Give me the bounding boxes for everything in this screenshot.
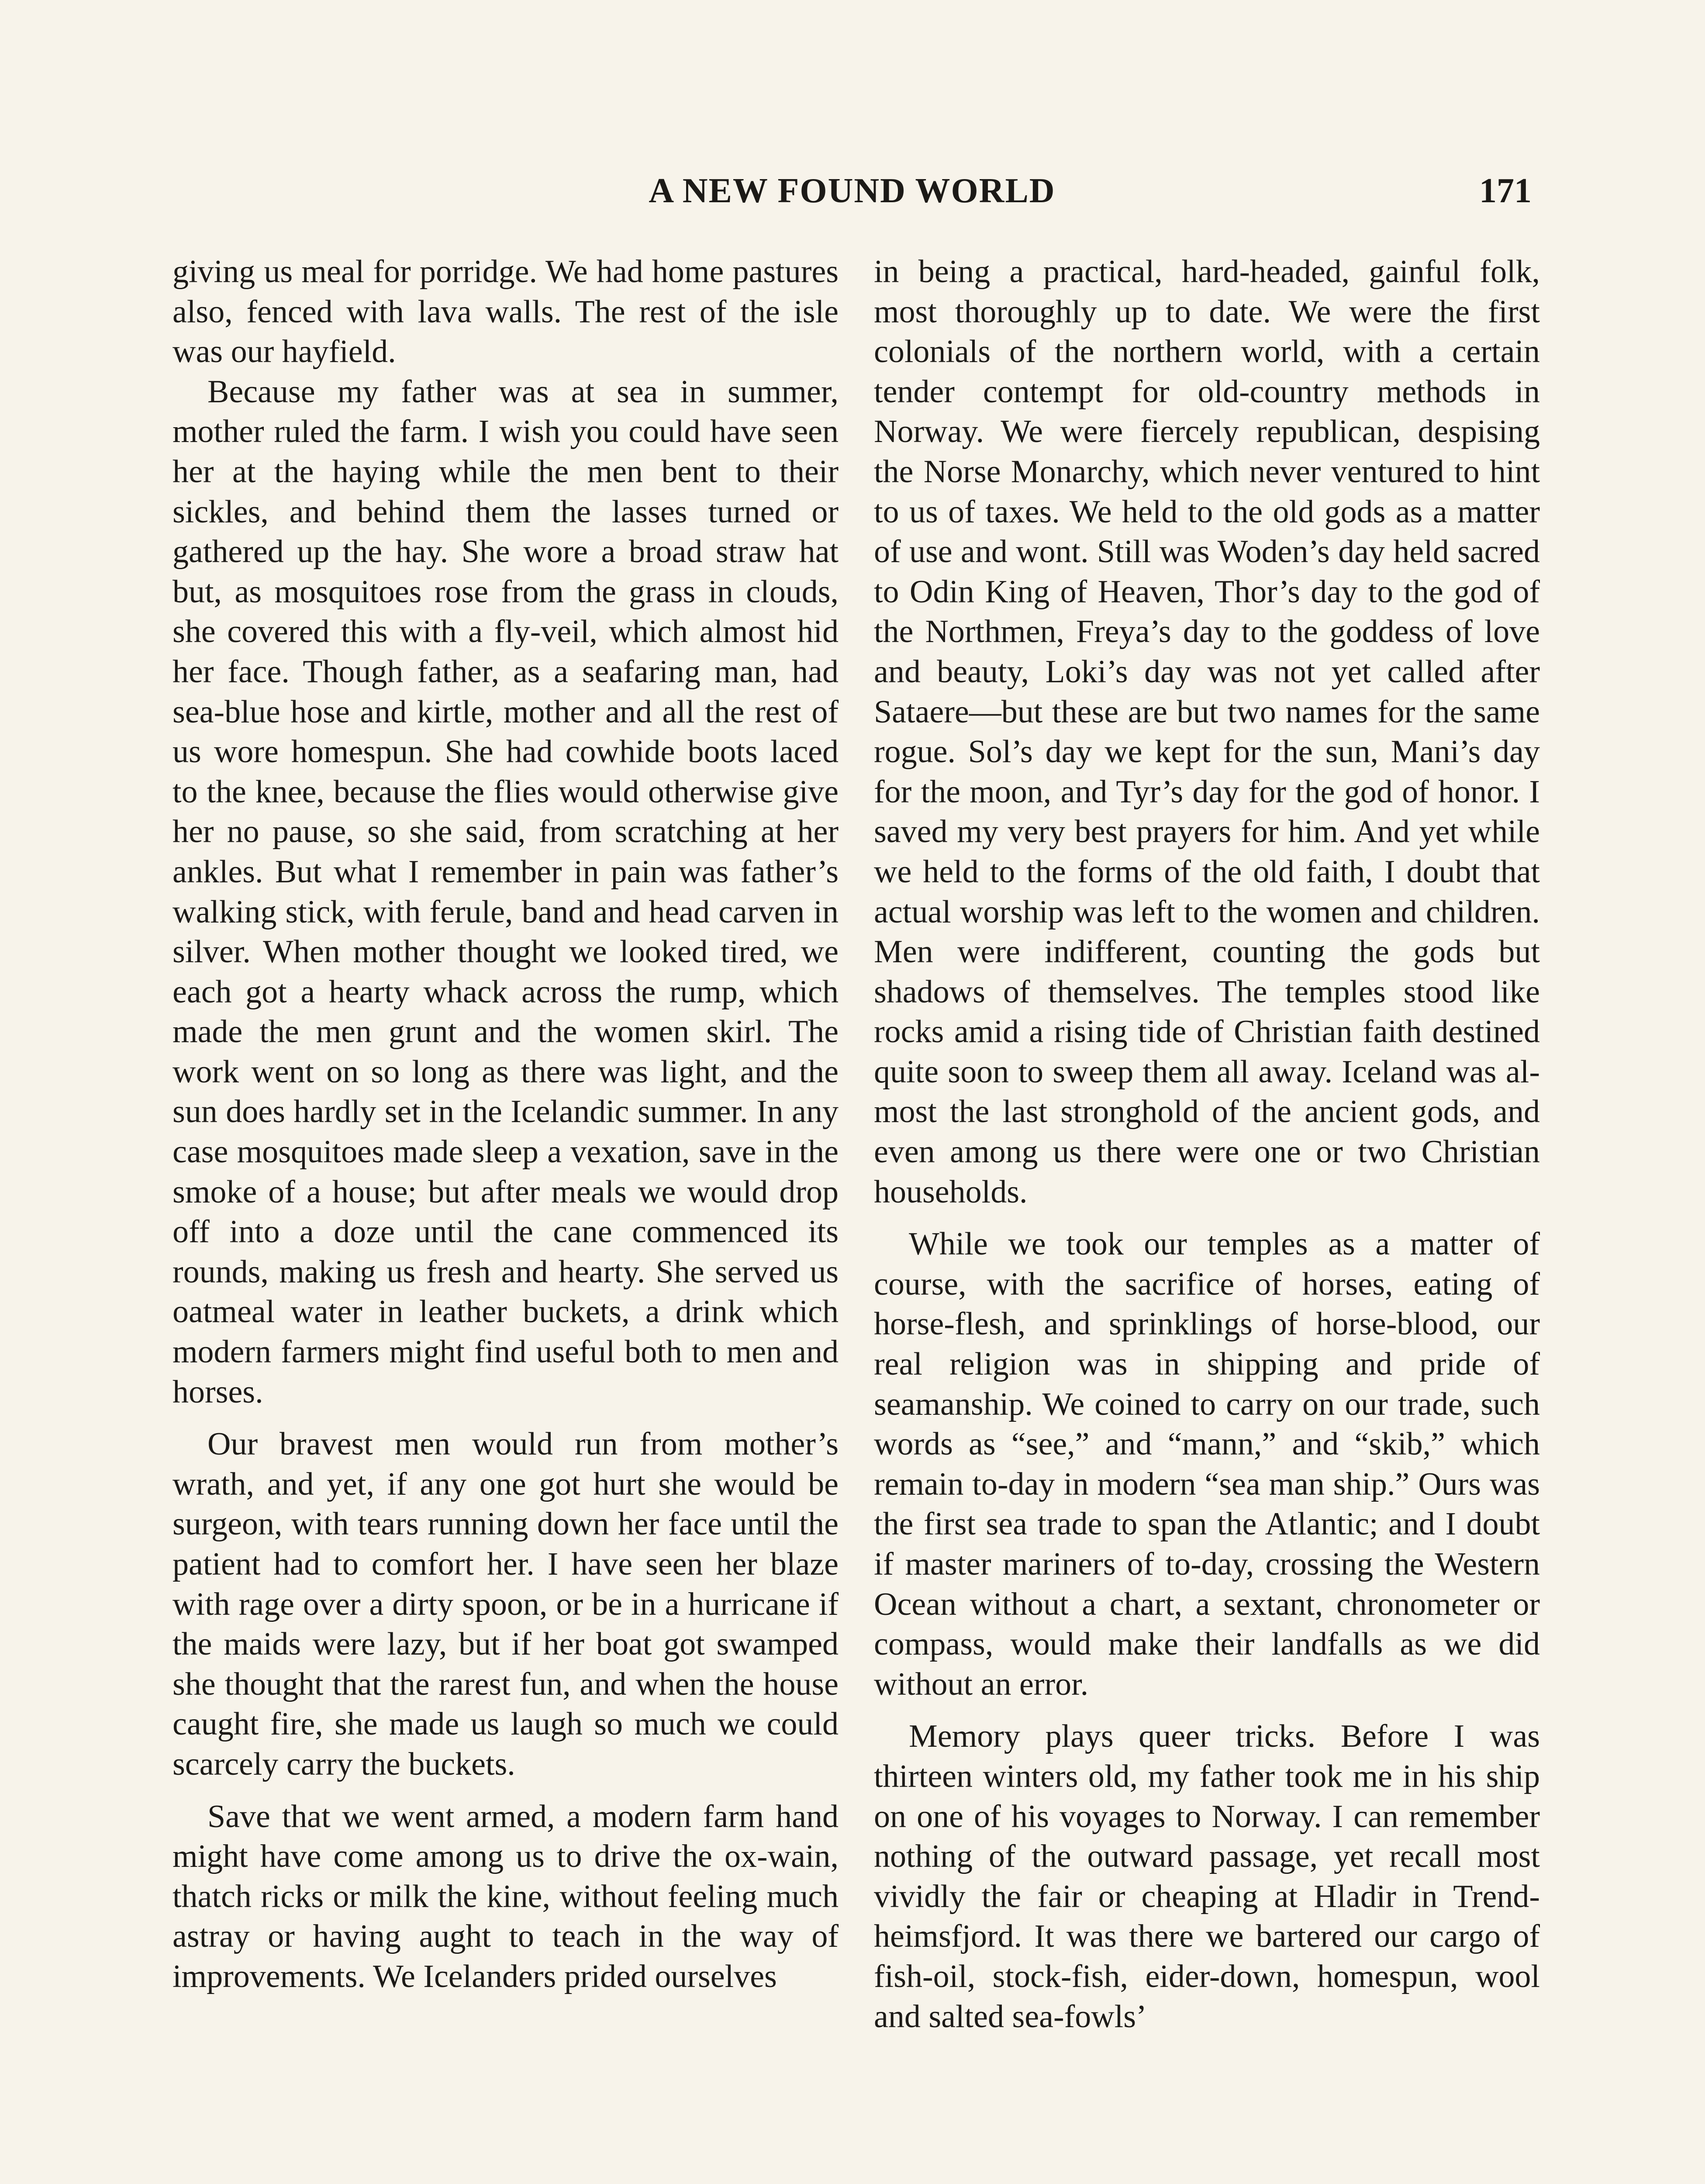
paragraph: While we took our temples as a matter of course, with the sacrifice of horses, eating of horse-flesh, and sprinklings of horse-blood, our real religion was in shipping and pride of seamanship. We coined to carry on our trade, such words as “see,” and “mann,” and “skib,” which remain to-day in modern “sea man ship.” Ours was the first sea trade to span the Atlantic; and I doubt if master mariners of to-day, crossing the Western Ocean without a chart, a sextant, chronometer or compass, would make their landfalls as we did without an error. xyxy=(874,1226,1540,1702)
running-title: A NEW FOUND WORLD xyxy=(649,172,1056,210)
right-column xyxy=(874,252,1540,2037)
page-header xyxy=(173,171,1532,219)
paragraph: Memory plays queer tricks. Before I was thirteen winters old, my father took me in his ship on one of his voyages to Norway. I can remember nothing of the outward passage, yet recall most vividly the fair or cheaping at Hladir in Trendheimsfjord. It was there we bartered our cargo of fish-oil, stock-fish, eider-down, homespun, wool and salted sea-fowls’ xyxy=(874,1718,1540,2035)
paragraph: Save that we went armed, a modern farm hand might have come among us to drive the ox-wain, thatch ricks or milk the kine, without feeling much astray or having aught to teach in the way of improvements. We Icelanders prided ourselves xyxy=(173,1798,839,1994)
paragraph: Our bravest men would run from mother’s wrath, and yet, if any one got hurt she would be surgeon, with tears running down her face until the patient had to comfort her. I have seen her blaze with rage over a dirty spoon, or be in a hurricane if the maids were lazy, but if her boat got swamped she thought that the rarest fun, and when the house caught fire, she made us laugh so much we could scarcely carry the buckets. xyxy=(173,1426,839,1782)
page-number: 171 xyxy=(1479,172,1532,210)
paragraph: in being a practical, hard-headed, gainful folk, most thoroughly up to date. We were the first colonials of the northern world, with a certain tender contempt for old-country methods in Norway. We were fiercely republican, despising the Norse Monarchy, which never ventured to hint to us of taxes. We held to the old gods as a matter of use and wont. Still was Woden’s day held sacred to Odin King of Heaven, Thor’s day to the god of the Northmen, Freya’s day to the goddess of love and beauty, Loki’s day was not yet called after Sataere—but these are but two names for the same rogue. Sol’s day we kept for the sun, Mani’s day for the moon, and Tyr’s day for the god of honor. I saved my very best prayers for him. And yet while we held to the forms of the old faith, I doubt that actual worship was left to the women and children. Men were indifferent, counting the gods but shadows of themselves. The temples stood like rocks amid a rising tide of Christian faith destined quite soon to sweep them all away. Iceland was almost the last stronghold of the ancient gods, and even among us there were one or two Christian households. xyxy=(874,254,1540,1210)
paragraph: Because my father was at sea in summer, mother ruled the farm. I wish you could have seen her at the haying while the men bent to their sickles, and behind them the lasses turned or gathered up the hay. She wore a broad straw hat but, as mosquitoes rose from the grass in clouds, she covered this with a fly-veil, which almost hid her face. Though father, as a seafaring man, had sea-blue hose and kirtle, mother and all the rest of us wore homespun. She had cowhide boots laced to the knee, because the flies would otherwise give her no pause, so she said, from scratching at her ankles. But what I remember in pain was father’s walking stick, with ferule, band and head carven in silver. When mother thought we looked tired, we each got a hearty whack across the rump, which made the men grunt and the women skirl. The work went on so long as there was light, and the sun does hardly set in the Icelandic summer. In any case mosquitoes made sleep a vexation, save in the smoke of a house; but after meals we would drop off into a doze until the cane commenced its rounds, making us fresh and hearty. She served us oatmeal water in leather buckets, a drink which modern farmers might find useful both to men and horses. xyxy=(173,373,839,1410)
left-column xyxy=(173,252,839,1997)
paragraph: giving us meal for porridge. We had home pastures also, fenced with lava walls. The rest of the isle was our hayfield. xyxy=(173,254,839,370)
